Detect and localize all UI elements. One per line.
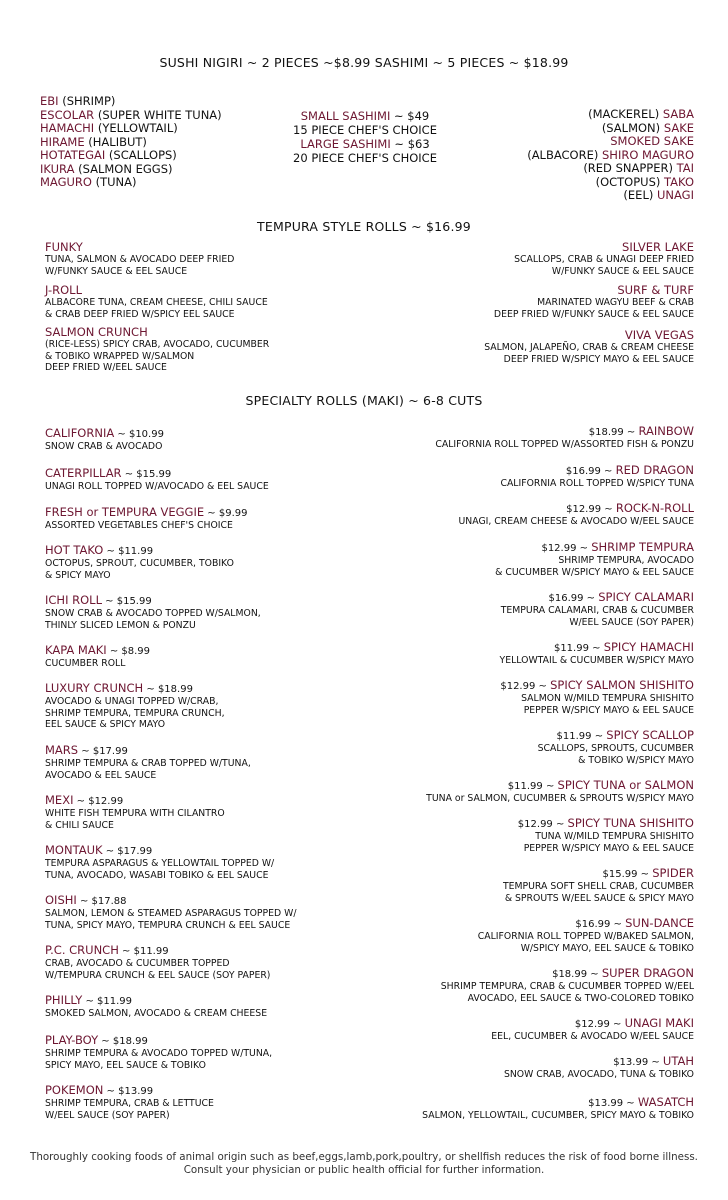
item-description: SALMON W/MILD TEMPURA SHISHITO PEPPER W/SPICY MAYO & EEL SAUCE xyxy=(521,693,694,716)
roll-price: $16.99 ~ xyxy=(565,466,616,477)
roll-name: UNAGI MAKI xyxy=(624,1016,694,1030)
menu-item xyxy=(45,1084,214,1121)
menu-item xyxy=(491,1017,694,1043)
roll-price: ~ $13.99 xyxy=(103,1086,154,1097)
sashimi-line xyxy=(220,151,510,165)
item-name xyxy=(45,944,270,958)
item-description: (RICE-LESS) SPICY CRAB, AVOCADO, CUCUMBER & TOBIKO WRAPPED W/SALMON DEEP FRIED W/EEL SAUCE xyxy=(45,339,270,373)
item-name xyxy=(45,467,269,481)
item-description: TEMPURA ASPARAGUS & YELLOWTAIL TOPPED W/ TUNA, AVOCADO, WASABI TOBIKO & EEL SAUCE xyxy=(45,858,275,881)
sashimi-line xyxy=(220,109,510,123)
menu-item xyxy=(503,867,694,904)
fish-translation: (ALBACORE) xyxy=(527,147,602,162)
item-name xyxy=(514,241,694,254)
roll-name: ICHI ROLL xyxy=(45,593,102,607)
sashimi-platters xyxy=(220,109,510,165)
item-name xyxy=(538,729,694,743)
roll-name: P.C. CRUNCH xyxy=(45,943,119,957)
roll-name: SALMON CRUNCH xyxy=(45,325,148,339)
roll-name: LUXURY CRUNCH xyxy=(45,681,144,695)
roll-name: J-ROLL xyxy=(45,283,82,297)
item-name xyxy=(45,241,234,254)
roll-name: SPICY CALAMARI xyxy=(598,590,694,604)
item-name xyxy=(45,744,251,758)
item-name xyxy=(484,329,694,342)
roll-name: SPICY TUNA SHISHITO xyxy=(567,816,694,830)
roll-price: $18.99 ~ xyxy=(552,969,602,980)
roll-price: ~ $11.99 xyxy=(82,996,133,1007)
menu-item xyxy=(45,994,267,1020)
item-name xyxy=(503,867,694,881)
menu-item xyxy=(518,817,694,854)
fish-translation: (RED SNAPPER) xyxy=(583,161,677,175)
roll-price: ~ $11.99 xyxy=(118,946,169,957)
menu-item xyxy=(45,544,234,581)
roll-name: PHILLY xyxy=(45,993,83,1007)
item-name xyxy=(45,844,274,858)
fish-translation: (TUNA) xyxy=(91,175,137,189)
roll-name: PLAY-BOY xyxy=(45,1033,99,1047)
fish-name: TAKO xyxy=(664,174,694,189)
roll-name: MONTAUK xyxy=(45,843,103,857)
roll-price: ~ $18.99 xyxy=(98,1036,148,1047)
roll-name: CATERPILLAR xyxy=(45,466,122,480)
menu-item xyxy=(45,644,150,670)
roll-name: CALIFORNIA xyxy=(45,426,115,440)
roll-name: FRESH or TEMPURA VEGGIE xyxy=(45,505,205,519)
fish-item xyxy=(527,189,694,203)
item-description: SHRIMP TEMPURA & CRAB TOPPED W/TUNA, AVOCADO & EEL SAUCE xyxy=(45,758,251,781)
menu-item xyxy=(435,425,694,451)
roll-price: ~ $11.99 xyxy=(103,546,154,557)
menu-item xyxy=(45,844,274,881)
item-name xyxy=(45,794,225,808)
fish-item xyxy=(527,176,694,190)
item-name xyxy=(501,591,694,605)
menu-item xyxy=(495,541,694,578)
roll-price: $16.99 ~ xyxy=(548,593,599,604)
fish-translation: (HALIBUT) xyxy=(84,134,147,149)
fish-item xyxy=(527,135,694,149)
fish-translation: (SALMON EGGS) xyxy=(74,161,173,176)
item-name xyxy=(45,284,268,297)
fish-name: MAGURO xyxy=(40,175,92,189)
menu-item xyxy=(45,326,269,374)
fish-translation: (YELLOWTAIL) xyxy=(94,121,178,135)
item-name xyxy=(45,894,296,908)
roll-name: SUN-DANCE xyxy=(625,916,694,930)
sashimi-line xyxy=(220,123,510,137)
roll-price: $12.99 ~ xyxy=(517,819,568,830)
sashimi-detail: ~ $49 xyxy=(390,109,430,123)
menu-item xyxy=(500,464,694,490)
roll-name: ROCK-N-ROLL xyxy=(615,501,694,515)
item-description: SCALLOPS, SPROUTS, CUCUMBER & TOBIKO W/SPICY MAYO xyxy=(537,743,694,766)
roll-name: RED DRAGON xyxy=(615,463,694,477)
menu-item xyxy=(45,744,251,781)
roll-name: SPICY SALMON SHISHITO xyxy=(550,678,694,692)
roll-name: SPICY TUNA or SALMON xyxy=(557,778,694,792)
roll-price: $12.99 ~ xyxy=(500,681,551,692)
fish-translation: (OCTOPUS) xyxy=(595,174,665,189)
fish-item xyxy=(40,122,222,136)
item-description: UNAGI, CREAM CHEESE & AVOCADO W/EEL SAUCE xyxy=(458,516,694,527)
fish-list-right xyxy=(527,108,694,203)
specialty-header: SPECIALTY ROLLS (MAKI) ~ 6-8 CUTS xyxy=(245,393,483,408)
item-description: ALBACORE TUNA, CREAM CHEESE, CHILI SAUCE & CRAB DEEP FRIED W/SPICY EEL SAUCE xyxy=(45,297,268,320)
fish-translation: (SALMON) xyxy=(601,120,664,135)
roll-price: $16.99 ~ xyxy=(575,919,626,930)
item-description: CALIFORNIA ROLL TOPPED W/ASSORTED FISH & PONZU xyxy=(435,439,694,450)
fish-list-left xyxy=(40,95,222,190)
item-description: SHRIMP TEMPURA, CRAB & LETTUCE W/EEL SAUCE (SOY PAPER) xyxy=(45,1098,214,1121)
menu-item xyxy=(494,284,694,320)
fish-name: SAKE xyxy=(663,120,694,135)
tempura-header: TEMPURA STYLE ROLLS ~ $16.99 xyxy=(257,219,471,234)
item-description: CRAB, AVOCADO & CUCUMBER TOPPED W/TEMPURA CRUNCH & EEL SAUCE (SOY PAPER) xyxy=(45,958,271,981)
item-description: AVOCADO & UNAGI TOPPED W/CRAB, SHRIMP TEMPURA, TEMPURA CRUNCH, EEL SAUCE & SPICY MAYO xyxy=(45,696,225,730)
fish-translation: (MACKEREL) xyxy=(588,107,663,121)
roll-price: ~ $9.99 xyxy=(204,508,248,519)
item-description: TUNA W/MILD TEMPURA SHISHITO PEPPER W/SPICY MAYO & EEL SAUCE xyxy=(523,831,694,854)
item-description: TUNA or SALMON, CUCUMBER & SPROUTS W/SPICY MAYO xyxy=(426,793,694,804)
roll-name: SPICY HAMACHI xyxy=(603,640,694,654)
fish-item xyxy=(40,163,222,177)
item-description: TEMPURA CALAMARI, CRAB & CUCUMBER W/EEL SAUCE (SOY PAPER) xyxy=(500,605,694,628)
fish-name: HIRAME xyxy=(40,134,85,149)
nigiri-header: SUSHI NIGIRI ~ 2 PIECES ~$8.99 SASHIMI ~ 5 PIECES ~ $18.99 xyxy=(159,55,569,70)
menu-item xyxy=(45,1034,272,1071)
disclaimer-line-2: Consult your physician or public health official for further information. xyxy=(183,1164,545,1176)
fish-item xyxy=(40,109,222,123)
menu-item xyxy=(45,467,269,493)
item-name xyxy=(491,1017,694,1031)
item-name xyxy=(518,817,694,831)
roll-name: WASATCH xyxy=(637,1095,694,1109)
item-description: EEL, CUCUMBER & AVOCADO W/EEL SAUCE xyxy=(491,1031,694,1042)
menu-item xyxy=(514,241,694,277)
roll-price: $13.99 ~ xyxy=(613,1057,663,1068)
roll-name: SPICY SCALLOP xyxy=(606,728,694,742)
item-description: TUNA, SALMON & AVOCADO DEEP FRIED W/FUNKY SAUCE & EEL SAUCE xyxy=(45,254,235,277)
health-disclaimer xyxy=(0,1151,728,1177)
item-description: SALMON, JALAPEÑO, CRAB & CREAM CHEESE DEEP FRIED W/SPICY MAYO & EEL SAUCE xyxy=(484,342,694,365)
roll-price: $12.99 ~ xyxy=(541,543,592,554)
roll-name: SUPER DRAGON xyxy=(601,966,694,980)
roll-price: $13.99 ~ xyxy=(588,1098,638,1109)
fish-item xyxy=(40,149,222,163)
fish-name: SABA xyxy=(662,107,694,121)
item-name xyxy=(45,544,234,558)
item-name xyxy=(500,464,694,478)
item-name xyxy=(45,427,164,441)
roll-name: FUNKY xyxy=(45,240,83,254)
item-name xyxy=(500,679,694,693)
item-name xyxy=(495,541,694,555)
roll-name: OISHI xyxy=(45,893,77,907)
fish-name: TAI xyxy=(676,161,694,175)
menu-item xyxy=(45,427,164,453)
item-name xyxy=(435,425,694,439)
disclaimer-line-1: Thoroughly cooking foods of animal origin such as beef,eggs,lamb,pork,poultry, or shellfish reduces the risk of food borne illness. xyxy=(30,1151,698,1163)
item-description: SNOW CRAB & AVOCADO TOPPED W/SALMON, THINLY SLICED LEMON & PONZU xyxy=(45,608,261,631)
roll-name: MARS xyxy=(45,743,79,757)
sashimi-name: SMALL SASHIMI xyxy=(300,109,391,123)
roll-price: ~ $17.99 xyxy=(78,746,128,757)
menu-item xyxy=(45,894,296,931)
item-name xyxy=(45,326,269,339)
menu-item xyxy=(504,1055,694,1081)
roll-price: ~ $15.99 xyxy=(121,469,172,480)
item-name xyxy=(45,594,261,608)
menu-item xyxy=(500,679,694,716)
menu-item xyxy=(45,594,261,631)
sashimi-detail: ~ $63 xyxy=(390,137,430,151)
roll-price: $15.99 ~ xyxy=(602,869,653,880)
fish-item xyxy=(40,176,222,190)
roll-price: ~ $17.99 xyxy=(102,846,153,857)
item-description: MARINATED WAGYU BEEF & CRAB DEEP FRIED W/FUNKY SAUCE & EEL SAUCE xyxy=(493,297,694,320)
roll-name: SURF & TURF xyxy=(617,283,694,297)
fish-item xyxy=(40,95,222,109)
fish-name: SMOKED SAKE xyxy=(610,134,694,148)
roll-name: POKEMON xyxy=(45,1083,104,1097)
item-description: SCALLOPS, CRAB & UNAGI DEEP FRIED W/FUNKY SAUCE & EEL SAUCE xyxy=(514,254,694,277)
menu-item xyxy=(426,779,694,805)
sashimi-line xyxy=(220,137,510,151)
menu-item xyxy=(45,682,225,731)
item-description: SALMON, YELLOWTAIL, CUCUMBER, SPICY MAYO & TOBIKO xyxy=(422,1110,694,1121)
item-name xyxy=(504,1055,694,1069)
item-description: UNAGI ROLL TOPPED W/AVOCADO & EEL SAUCE xyxy=(45,481,269,492)
item-name xyxy=(494,284,694,297)
fish-translation: (EEL) xyxy=(623,188,657,202)
roll-name: MEXI xyxy=(45,793,74,807)
roll-name: SHRIMP TEMPURA xyxy=(591,540,694,554)
item-description: CUCUMBER ROLL xyxy=(45,658,126,669)
item-description: CALIFORNIA ROLL TOPPED W/BAKED SALMON, W/SPICY MAYO, EEL SAUCE & TOBIKO xyxy=(477,931,694,954)
fish-item xyxy=(40,136,222,150)
roll-name: VIVA VEGAS xyxy=(624,328,694,342)
roll-price: ~ $15.99 xyxy=(101,596,152,607)
menu-item xyxy=(538,729,694,766)
item-description: OCTOPUS, SPROUT, CUCUMBER, TOBIKO & SPICY MAYO xyxy=(45,558,234,581)
roll-price: ~ $8.99 xyxy=(106,646,151,657)
roll-price: ~ $18.99 xyxy=(143,684,193,695)
roll-price: $11.99 ~ xyxy=(507,781,558,792)
item-name xyxy=(500,641,694,655)
sashimi-name: LARGE SASHIMI xyxy=(300,137,391,151)
roll-name: HOT TAKO xyxy=(45,543,104,557)
fish-item xyxy=(527,149,694,163)
item-description: CALIFORNIA ROLL TOPPED W/SPICY TUNA xyxy=(500,478,694,489)
fish-translation: (SCALLOPS) xyxy=(105,148,177,162)
roll-name: RAINBOW xyxy=(638,424,694,438)
item-description: SHRIMP TEMPURA, CRAB & CUCUMBER TOPPED W/EEL AVOCADO, EEL SAUCE & TWO-COLORED TOBIKO xyxy=(440,981,694,1004)
item-description: SNOW CRAB & AVOCADO xyxy=(45,441,163,452)
menu-item xyxy=(45,241,234,277)
item-name xyxy=(441,967,694,981)
roll-price: ~ $17.88 xyxy=(76,896,127,907)
fish-name: IKURA xyxy=(40,161,75,176)
item-name xyxy=(45,644,150,658)
item-name xyxy=(458,502,694,516)
fish-item xyxy=(527,162,694,176)
fish-name: HOTATEGAI xyxy=(40,148,106,162)
sashimi-detail: 20 PIECE CHEF'S CHOICE xyxy=(293,151,437,165)
roll-price: $11.99 ~ xyxy=(556,731,607,742)
roll-price: $12.99 ~ xyxy=(574,1019,625,1030)
roll-price: $11.99 ~ xyxy=(553,643,604,654)
menu-item xyxy=(441,967,694,1004)
item-name xyxy=(426,779,694,793)
item-description: TEMPURA SOFT SHELL CRAB, CUCUMBER & SPROUTS W/EEL SAUCE & SPICY MAYO xyxy=(502,881,694,904)
menu-item xyxy=(45,944,270,981)
menu-item xyxy=(484,329,694,365)
fish-name: UNAGI xyxy=(657,188,694,202)
item-name xyxy=(45,506,248,520)
item-description: ASSORTED VEGETABLES CHEF'S CHOICE xyxy=(45,520,233,531)
item-name xyxy=(45,1084,214,1098)
item-name xyxy=(478,917,694,931)
menu-item xyxy=(501,591,694,628)
fish-name: SHIRO MAGURO xyxy=(602,147,694,162)
menu-item xyxy=(45,794,225,831)
menu-item xyxy=(422,1096,694,1122)
roll-name: UTAH xyxy=(662,1054,694,1068)
item-name xyxy=(45,682,225,696)
roll-price: ~ $12.99 xyxy=(73,796,124,807)
fish-name: EBI xyxy=(40,94,59,108)
item-description: YELLOWTAIL & CUCUMBER W/SPICY MAYO xyxy=(499,655,694,666)
roll-price: $12.99 ~ xyxy=(566,504,616,515)
menu-item xyxy=(45,284,268,320)
item-description: SALMON, LEMON & STEAMED ASPARAGUS TOPPED W/ TUNA, SPICY MAYO, TEMPURA CRUNCH & EEL SAUCE xyxy=(45,908,297,931)
sashimi-detail: 15 PIECE CHEF'S CHOICE xyxy=(293,123,437,137)
roll-name: SPIDER xyxy=(652,866,694,880)
fish-translation: (SHRIMP) xyxy=(58,94,116,108)
menu-item xyxy=(500,641,694,667)
item-description: WHITE FISH TEMPURA WITH CILANTRO & CHILI SAUCE xyxy=(45,808,225,831)
roll-name: KAPA MAKI xyxy=(45,643,107,657)
item-description: SHRIMP TEMPURA, AVOCADO & CUCUMBER W/SPICY MAYO & EEL SAUCE xyxy=(495,555,694,578)
roll-price: ~ $10.99 xyxy=(114,429,164,440)
menu-item xyxy=(478,917,694,954)
fish-item xyxy=(527,122,694,136)
item-name xyxy=(422,1096,694,1110)
fish-item xyxy=(527,108,694,122)
roll-name: SILVER LAKE xyxy=(622,240,694,254)
roll-price: $18.99 ~ xyxy=(588,427,639,438)
menu-item xyxy=(45,506,248,532)
fish-translation: (SUPER WHITE TUNA) xyxy=(94,107,222,122)
fish-name: HAMACHI xyxy=(40,121,95,135)
fish-name: ESCOLAR xyxy=(40,107,95,122)
item-name xyxy=(45,994,267,1008)
item-description: SHRIMP TEMPURA & AVOCADO TOPPED W/TUNA, SPICY MAYO, EEL SAUCE & TOBIKO xyxy=(45,1048,273,1071)
menu-item xyxy=(458,502,694,528)
item-description: SMOKED SALMON, AVOCADO & CREAM CHEESE xyxy=(45,1008,268,1019)
item-description: SNOW CRAB, AVOCADO, TUNA & TOBIKO xyxy=(503,1069,694,1080)
item-name xyxy=(45,1034,272,1048)
